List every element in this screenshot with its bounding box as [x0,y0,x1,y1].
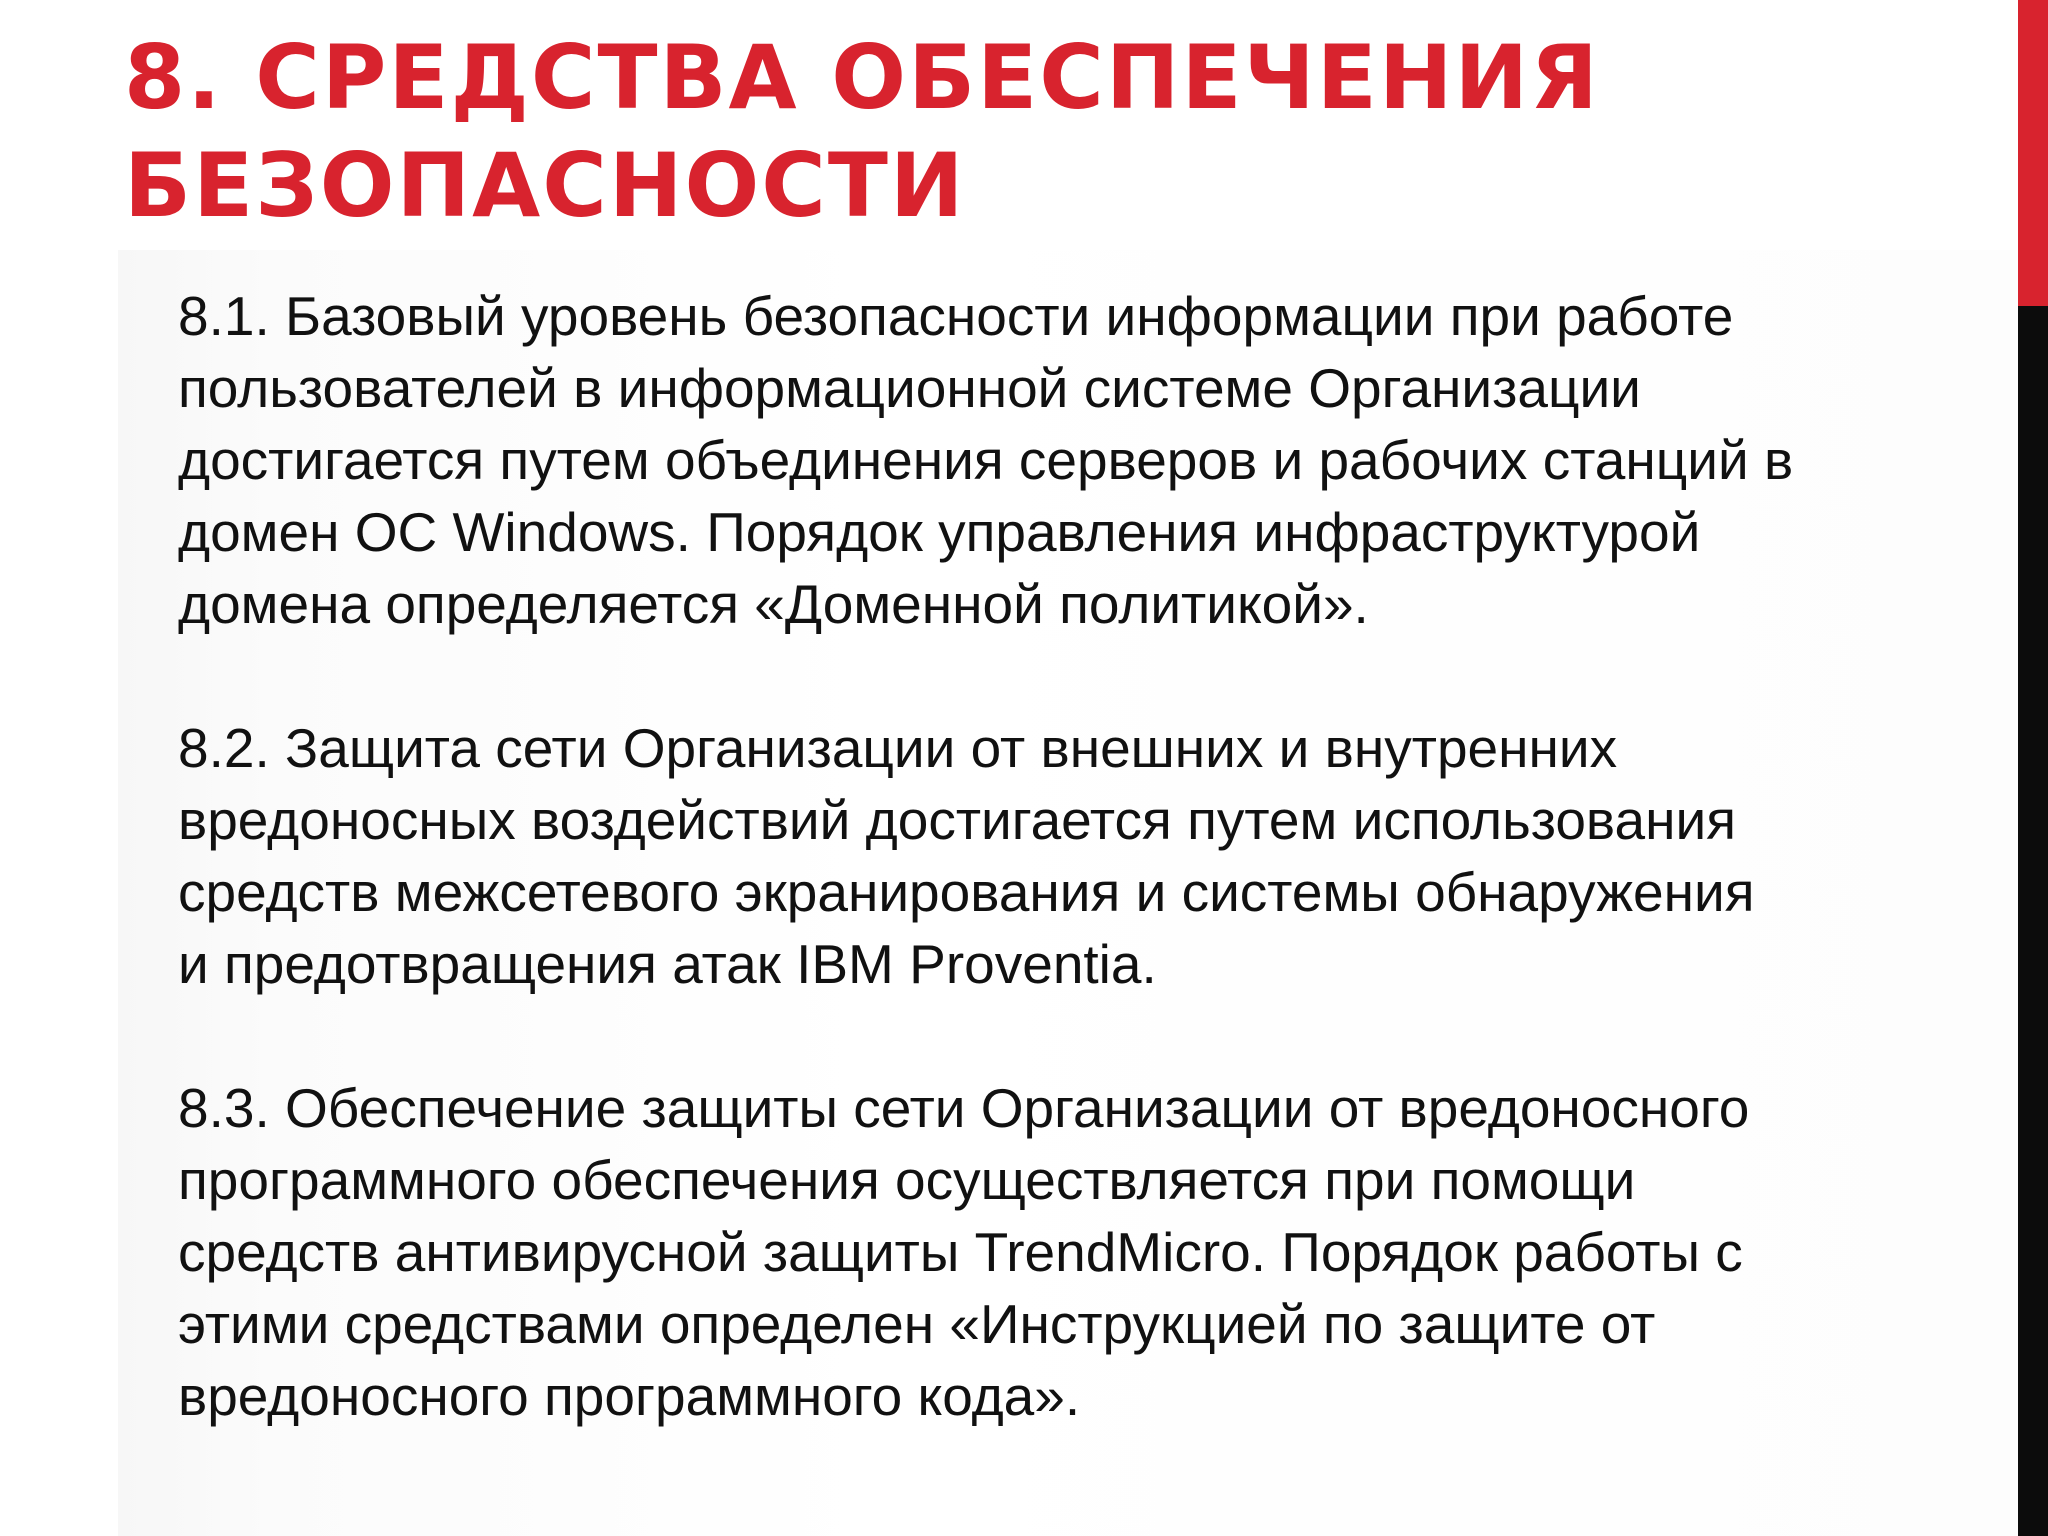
slide-body [178,280,1978,1504]
paragraph-8-2: 8.2. Защита сети Организации от внешних и внутренних вредоносных воздействий достигается путем использования средств межсетевого экранирования и системы обнаружения и предотвращения атак IBM Proventia. [178,717,1755,995]
paragraph-8-3: 8.3. Обеспечение защиты сети Организации от вредоносного программного обеспечения осуществляется при помощи средств антивирусной защиты TrendMicro. Порядок работы с этими средствами определен «Инструкцией по защите от вредоносного программного кода». [178,1077,1750,1427]
paragraph-8-1: 8.1. Базовый уровень безопасности информации при работе пользователей в информационной системе Организации достигается путем объединения серверов и рабочих станций в домен ОС Windows. Порядок управления инфраструктурой домена определяется «Доменной политикой». [178,285,1794,635]
accent-bar-red [2018,0,2048,306]
accent-bar-black [2018,306,2048,1536]
slide-title: 8. СРЕДСТВА ОБЕСПЕЧЕНИЯ БЕЗОПАСНОСТИ [124,26,1600,237]
